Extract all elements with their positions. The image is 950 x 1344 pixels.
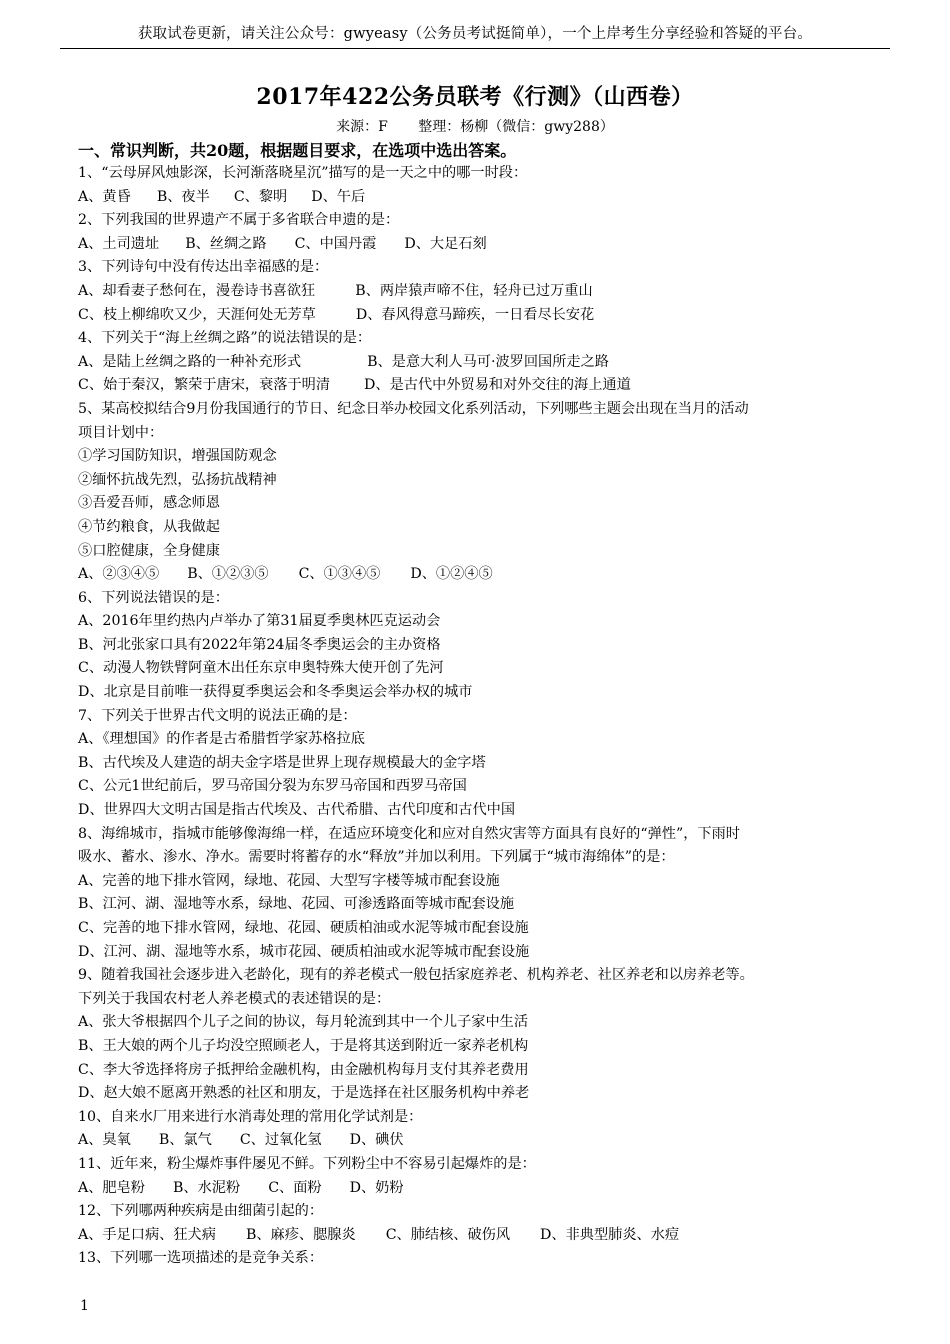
option-text: D、碘伏 (349, 1132, 404, 1149)
line-text: 4、下列关于“海上丝绸之路”的说法错误的是： (78, 330, 372, 347)
line-text: 11、近年来，粉尘爆炸事件屡见不鲜。下列粉尘中不容易引起爆炸的是： (78, 1155, 536, 1172)
option-text: A、肥皂粉 (78, 1179, 145, 1196)
page-title: 2017年422公务员联考《行测》（山西卷） (256, 84, 694, 110)
line-text: 6、下列说法错误的是： (78, 589, 229, 606)
option-text: C、面粉 (268, 1179, 322, 1196)
text-line (78, 1059, 878, 1083)
option-text: C、过氧化氢 (239, 1132, 322, 1149)
line-text: 5、某高校拟结合9月份我国通行的节日、纪念日举办校园文化系列活动，下列哪些主题会出现在当月的活动 (78, 400, 749, 417)
line-text: C、动漫人物铁臂阿童木出任东京申奥特殊大使开创了先河 (78, 660, 444, 677)
option-text: B、两岸猿声啼不住，轻舟已过万重山 (355, 282, 593, 299)
line-text: ⑤口腔健康，全身健康 (78, 542, 220, 559)
section-heading: 一、常识判断，共20题，根据题目要求，在选项中选出答案。 (78, 141, 517, 160)
text-line (78, 681, 878, 705)
option-row (78, 563, 878, 587)
option-row (78, 1224, 878, 1248)
option-text: C、黎明 (233, 188, 288, 205)
line-text: 8、海绵城市，指城市能够像海绵一样，在适应环境变化和应对自然灾害等方面具有良好的“弹性”，下雨时 (78, 825, 740, 842)
text-line (78, 846, 878, 870)
option-text: A、黄昏 (78, 188, 131, 205)
option-text: D、午后 (311, 188, 366, 205)
text-line (78, 657, 878, 681)
line-text: ④节约粮食，从我做起 (78, 518, 220, 535)
text-line (78, 728, 878, 752)
option-text: B、丝绸之路 (185, 235, 267, 252)
option-row (78, 304, 878, 328)
line-text: 7、下列关于世界古代文明的说法正确的是： (78, 707, 357, 724)
text-line (78, 516, 878, 540)
text-line (78, 162, 878, 186)
option-text: A、手足口病、狂犬病 (78, 1226, 216, 1243)
text-line (78, 327, 878, 351)
page-number: 1 (80, 1298, 89, 1314)
text-line (78, 823, 878, 847)
text-line (78, 893, 878, 917)
line-text: 2、下列我国的世界遗产不属于多省联合申遗的是： (78, 212, 400, 229)
text-line (78, 209, 878, 233)
line-text: B、江河、湖、湿地等水系，绿地、花园、可渗透路面等城市配套设施 (78, 896, 515, 913)
line-text: 吸水、蓄水、渗水、净水。需要时将蓄存的水“释放”并加以利用。下列属于“城市海绵体”的是： (78, 849, 675, 866)
text-line (78, 445, 878, 469)
option-text: A、是陆上丝绸之路的一种补充形式 (78, 353, 302, 370)
option-text: B、水泥粉 (173, 1179, 241, 1196)
option-text: D、是古代中外贸易和对外交往的海上通道 (364, 377, 631, 394)
line-text: A、《理想国》的作者是古希腊哲学家苏格拉底 (78, 731, 365, 748)
option-row (78, 233, 878, 257)
line-text: A、张大爷根据四个儿子之间的协议，每月轮流到其中一个儿子家中生活 (78, 1014, 529, 1031)
line-text: ①学习国防知识，增强国防观念 (78, 448, 277, 465)
line-text: C、完善的地下排水管网，绿地、花园、硬质柏油或水泥等城市配套设施 (78, 920, 529, 936)
line-text: C、李大爷选择将房子抵押给金融机构，由金融机构每月支付其养老费用 (78, 1061, 529, 1078)
line-text: 下列关于我国农村老人养老模式的表述错误的是： (78, 990, 391, 1007)
option-text: A、②③④⑤ (78, 566, 160, 583)
line-text: D、北京是目前唯一获得夏季奥运会和冬季奥运会举办权的城市 (78, 684, 473, 701)
text-line (78, 1035, 878, 1059)
option-text: D、非典型肺炎、水痘 (540, 1226, 680, 1243)
option-text: D、①②④⑤ (410, 566, 493, 583)
line-text: A、2016年里约热内卢举办了第31届夏季奥林匹克运动会 (78, 613, 441, 630)
option-text: B、夜半 (156, 188, 210, 205)
text-line (78, 917, 878, 941)
option-text: C、始于秦汉，繁荣于唐宋，衰落于明清 (78, 377, 331, 394)
text-line (78, 1011, 878, 1035)
text-line (78, 540, 878, 564)
option-text: B、是意大利人马可·波罗回国所走之路 (367, 353, 609, 370)
line-text: 3、下列诗句中没有传达出幸福感的是： (78, 259, 329, 276)
option-text: C、枝上柳绵吹又少，天涯何处无芳草 (78, 306, 316, 323)
option-text: C、肺结核、破伤风 (385, 1226, 511, 1243)
text-line (78, 964, 878, 988)
header-divider (60, 48, 890, 49)
text-line (78, 422, 878, 446)
line-text: 10、自来水厂用来进行水消毒处理的常用化学试剂是： (78, 1108, 423, 1125)
line-text: C、公元1世纪前后，罗马帝国分裂为东罗马帝国和西罗马帝国 (78, 778, 467, 795)
option-row (78, 351, 878, 375)
option-text: A、却看妻子愁何在，漫卷诗书喜欲狂 (78, 282, 316, 299)
option-row (78, 374, 878, 398)
option-row (78, 280, 878, 304)
option-row (78, 1129, 878, 1153)
line-text: 12、下列哪两种疾病是由细菌引起的： (78, 1203, 324, 1220)
text-line (78, 752, 878, 776)
text-line (78, 1082, 878, 1106)
line-text: D、江河、湖、湿地等水系，城市花园、硬质柏油或水泥等城市配套设施 (78, 943, 530, 960)
option-text: B、氯气 (158, 1132, 212, 1149)
text-line (78, 870, 878, 894)
option-row (78, 1177, 878, 1201)
line-text: 项目计划中： (78, 424, 164, 441)
line-text: A、完善的地下排水管网，绿地、花园、大型写字楼等城市配套设施 (78, 872, 500, 889)
text-line (78, 634, 878, 658)
text-line (78, 941, 878, 965)
text-line (78, 398, 878, 422)
text-line (78, 587, 878, 611)
option-text: A、臭氧 (78, 1132, 131, 1149)
option-text: D、春风得意马蹄疾，一日看尽长安花 (355, 306, 595, 323)
option-text: B、①②③⑤ (187, 566, 269, 583)
header-note: 获取试卷更新，请关注公众号：gwyeasy（公务员考试挺简单），一个上岸考生分享经验和答疑的平台。 (137, 26, 813, 42)
text-line (78, 1200, 878, 1224)
line-text: ②缅怀抗战先烈，弘扬抗战精神 (78, 471, 277, 488)
option-text: D、大足石刻 (404, 235, 487, 252)
text-line (78, 1153, 878, 1177)
option-row (78, 186, 878, 210)
option-text: B、麻疹、腮腺炎 (245, 1226, 356, 1243)
question-list (78, 162, 878, 1271)
line-text: B、河北张家口具有2022年第24届冬季奥运会的主办资格 (78, 636, 441, 653)
text-line (78, 1106, 878, 1130)
text-line (78, 988, 878, 1012)
line-text: 9、随着我国社会逐步进入老龄化，现有的养老模式一般包括家庭养老、机构养老、社区养老和以房养老等。 (78, 967, 754, 984)
text-line (78, 1247, 878, 1271)
text-line (78, 705, 878, 729)
option-text: A、土司遗址 (78, 235, 160, 252)
text-line (78, 256, 878, 280)
line-text: ③吾爱吾师，感念师恩 (78, 495, 220, 512)
text-line (78, 610, 878, 634)
text-line (78, 469, 878, 493)
source-text: 来源：F (336, 119, 388, 135)
option-text: D、奶粉 (349, 1179, 404, 1196)
line-text: B、古代埃及人建造的胡夫金字塔是世界上现存规模最大的金字塔 (78, 754, 486, 771)
line-text: D、世界四大文明古国是指古代埃及、古代希腊、古代印度和古代中国 (78, 802, 516, 819)
text-line (78, 799, 878, 823)
line-text: D、赵大娘不愿离开熟悉的社区和朋友，于是选择在社区服务机构中养老 (78, 1085, 530, 1102)
text-line (78, 492, 878, 516)
option-text: C、①③④⑤ (298, 566, 381, 583)
option-text: C、中国丹霞 (294, 235, 377, 252)
line-text: 13、下列哪一选项描述的是竞争关系： (78, 1250, 324, 1267)
editor-text: 整理：杨柳（微信：gwy288） (418, 119, 614, 135)
source-line (0, 116, 950, 136)
line-text: B、王大娘的两个儿子均没空照顾老人，于是将其送到附近一家养老机构 (78, 1037, 529, 1054)
text-line (78, 775, 878, 799)
line-text: 1、“云母屏风烛影深，长河渐落晓星沉”描写的是一天之中的哪一时段： (78, 165, 528, 181)
